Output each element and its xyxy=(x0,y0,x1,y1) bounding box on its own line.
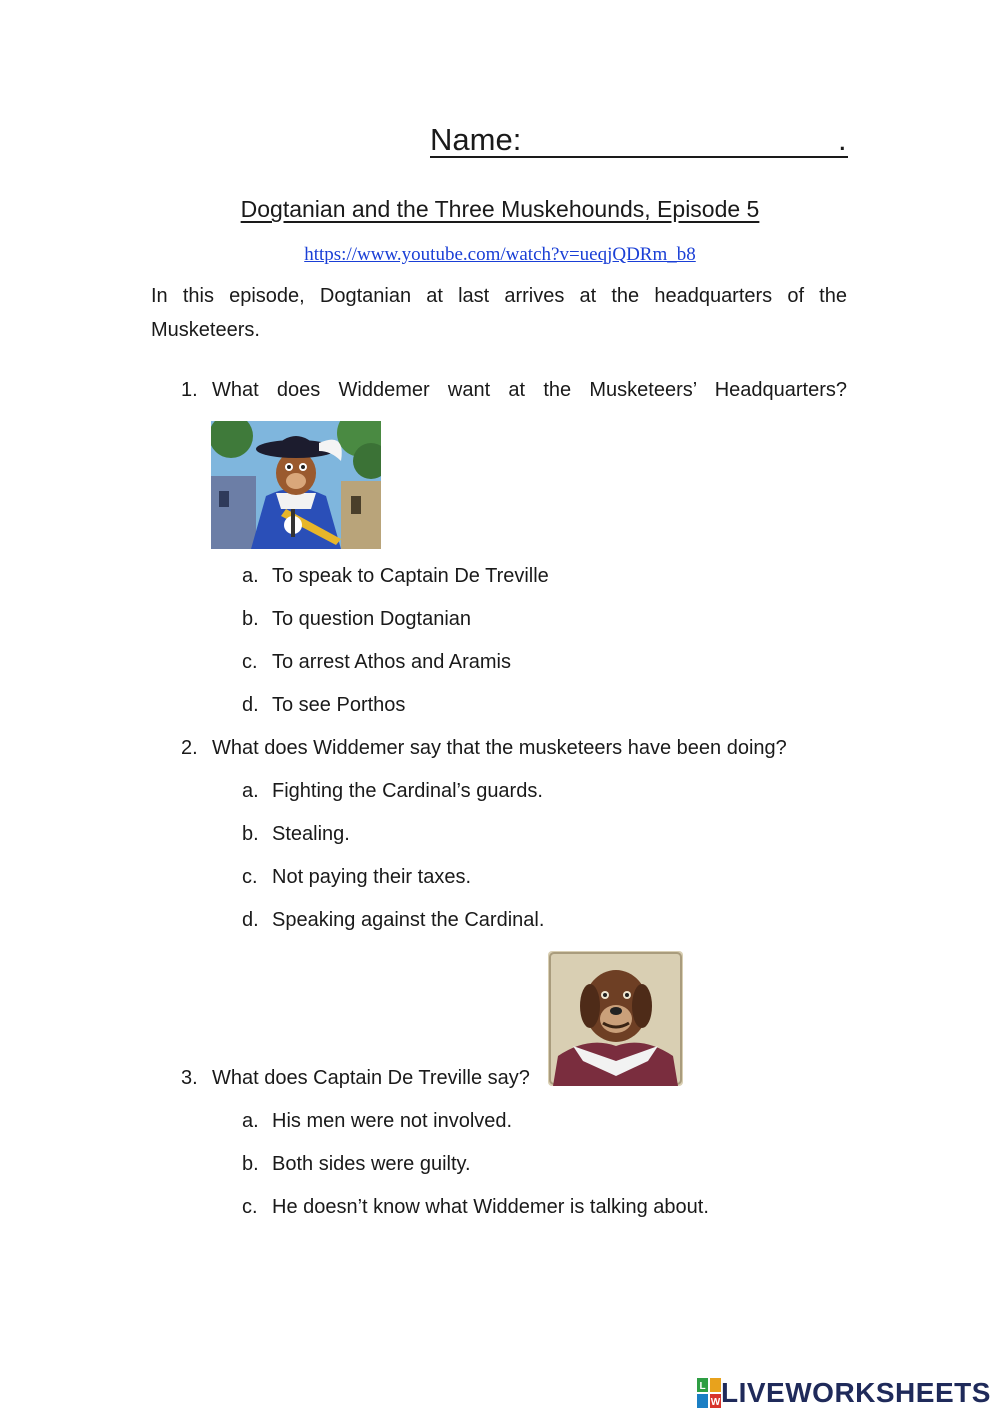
answer-option[interactable]: Fighting the Cardinal’s guards. xyxy=(272,780,543,802)
question-text: What does Captain De Treville say? xyxy=(212,1067,530,1089)
answer-option[interactable]: To speak to Captain De Treville xyxy=(272,565,549,587)
question-number: 2. xyxy=(181,737,198,759)
option-letter: a. xyxy=(242,780,259,802)
answer-option[interactable]: Speaking against the Cardinal. xyxy=(272,909,545,931)
answer-option[interactable]: Not paying their taxes. xyxy=(272,866,471,888)
video-link-row xyxy=(0,244,1000,266)
option-letter: b. xyxy=(242,1153,259,1175)
option-letter: c. xyxy=(242,866,258,888)
name-field-row xyxy=(430,122,850,158)
question-text: What does Widdemer say that the musketeers have been doing? xyxy=(212,737,787,759)
option-letter: d. xyxy=(242,694,259,716)
option-letter: a. xyxy=(242,565,259,587)
option-letter: c. xyxy=(242,1196,258,1218)
liveworksheets-logo-icon xyxy=(697,1378,721,1408)
answer-option[interactable]: Stealing. xyxy=(272,823,350,845)
captain-de-treville-image xyxy=(548,951,683,1086)
logo-letter: L xyxy=(699,1381,706,1392)
option-letter: b. xyxy=(242,608,259,630)
question-number: 1. xyxy=(181,379,198,401)
name-blank-line[interactable] xyxy=(430,156,848,158)
answer-option[interactable]: To arrest Athos and Aramis xyxy=(272,651,512,673)
option-letter: d. xyxy=(242,909,259,931)
option-letter: b. xyxy=(242,823,259,845)
name-label: Name: xyxy=(430,122,522,157)
answer-option[interactable]: To see Porthos xyxy=(272,694,406,716)
question-number: 3. xyxy=(181,1067,198,1089)
liveworksheets-brand xyxy=(697,1376,991,1410)
name-dot: . xyxy=(838,122,847,157)
video-link[interactable]: https://www.youtube.com/watch?v=ueqjQDRm_b8 xyxy=(304,244,696,265)
option-letter: c. xyxy=(242,651,258,673)
answer-option[interactable]: His men were not involved. xyxy=(272,1110,513,1132)
musketeer-dog-image xyxy=(211,421,381,549)
question-text: What does Widdemer want at the Musketeers’ Headquarters? xyxy=(212,379,847,401)
answer-option[interactable]: He doesn’t know what Widdemer is talking about. xyxy=(272,1196,709,1218)
logo-letter: W xyxy=(710,1397,721,1408)
option-letter: a. xyxy=(242,1110,259,1132)
intro-paragraph: In this episode, Dogtanian at last arrives at the headquarters of the Musketeers. xyxy=(151,285,847,341)
brand-text: LIVEWORKSHEETS xyxy=(721,1377,991,1408)
answer-option[interactable]: To question Dogtanian xyxy=(272,608,472,630)
worksheet-title: Dogtanian and the Three Muskehounds, Episode 5 xyxy=(240,196,760,222)
answer-option[interactable]: Both sides were guilty. xyxy=(272,1153,471,1175)
